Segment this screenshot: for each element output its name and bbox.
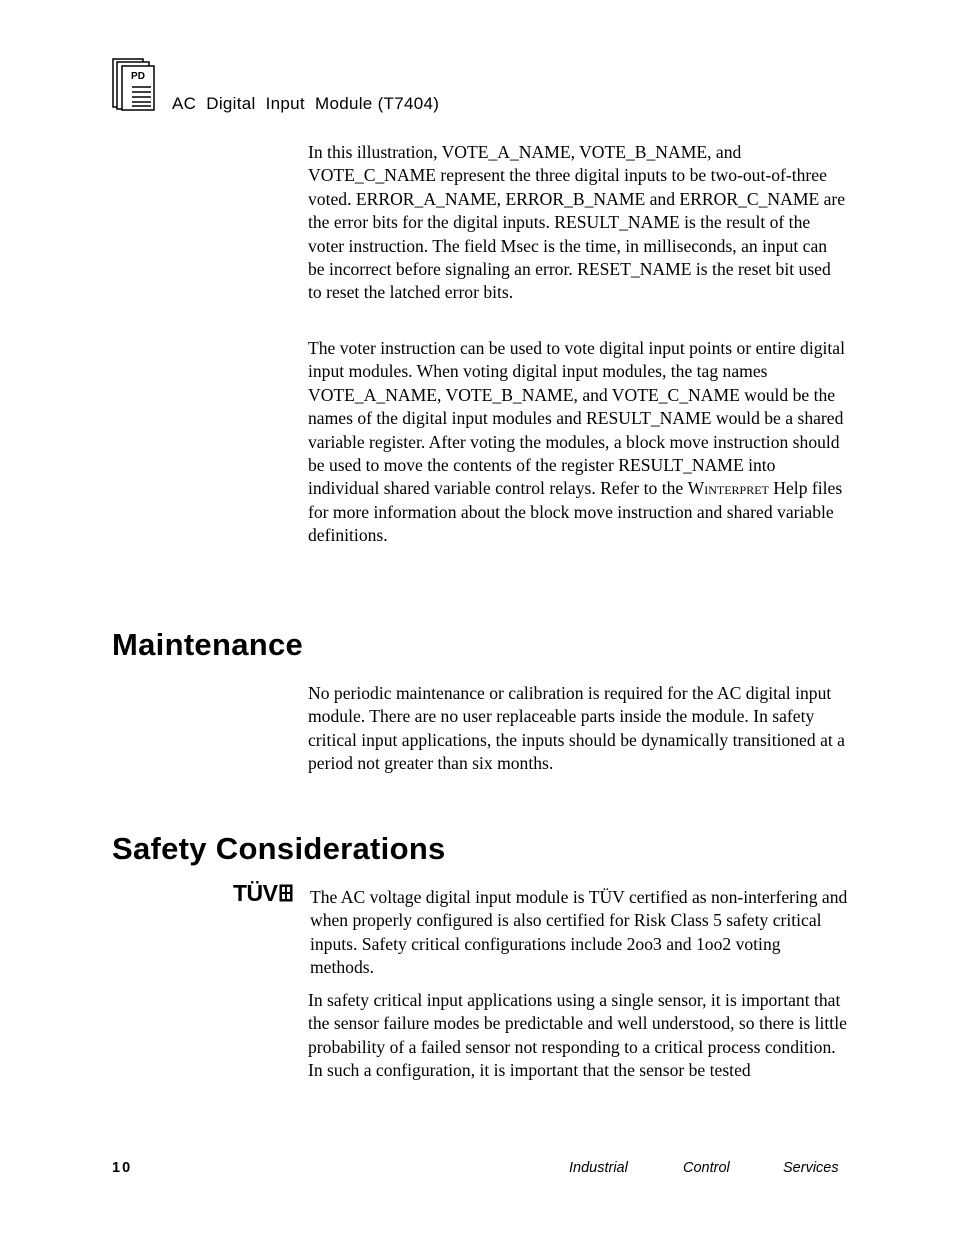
paragraph-voter-illustration: In this illustration, VOTE_A_NAME, VOTE_B_NAME, and VOTE_C_NAME represent the three digital inputs to be two-out-of-three voted. ERROR_A_NAME, ERROR_B_NAME and ERROR_C_NAME are the error bits for the digital inputs. RESULT_NAME is the result of the voter instruction. The field Msec is the time, in milliseconds, an input can be incorrect before signaling an error. RESET_NAME is the reset bit used to reset the latched error bits. [308,142,846,303]
tuv-certification-mark [233,880,293,906]
paragraph-voter-modules [308,337,848,548]
product-name: Winterpret [687,478,769,499]
paragraph-tuv-certification: The AC voltage digital input module is TÜV certified as non-interfering and when properly configured is also certified for Risk Class 5 safety critical inputs. Safety critical configurations include 2oo3 and 1oo2 voting methods. [310,887,848,978]
footer-company-word: Control [683,1160,730,1176]
pd-logo-text: PD [131,71,145,82]
tuv-mark-text: TÜV [233,880,278,906]
footer-company-word: Industrial [569,1160,628,1176]
tuv-seal-icon [279,884,293,902]
footer-company-word: Services [783,1160,839,1176]
section-heading-maintenance: Maintenance [112,627,304,662]
paragraph-text: The voter instruction can be used to vote digital input points or entire digital input modules. When voting digital input modules, the tag names VOTE_A_NAME, VOTE_B_NAME, and VOTE_C_NAME would be the names of the digital input modules and RESULT_NAME would be a shared variable register. After voting the modules, a block move instruction should be used to move the contents of the register RESULT_NAME into individual shared variable control relays. Refer to the [308,338,845,499]
pd-document-icon [112,58,156,112]
paragraph-maintenance: No periodic maintenance or calibration is required for the AC digital input module. There are no user replaceable parts inside the module. In safety critical input applications, the inputs should be dynamically transitioned at a period not greater than six months. [308,683,845,774]
page-number: 10 [112,1160,133,1176]
paragraph-text: Help files for more information about the block move instruction and shared variable definitions. [308,478,843,546]
section-heading-safety: Safety Considerations [112,831,446,866]
running-header-title: AC Digital Input Module (T7404) [172,94,440,113]
paragraph-single-sensor: In safety critical input applications using a single sensor, it is important that the sensor failure modes be predictable and well understood, so there is little probability of a failed sensor not responding to a critical process condition. In such a configuration, it is important that the sensor be tested [308,990,847,1081]
